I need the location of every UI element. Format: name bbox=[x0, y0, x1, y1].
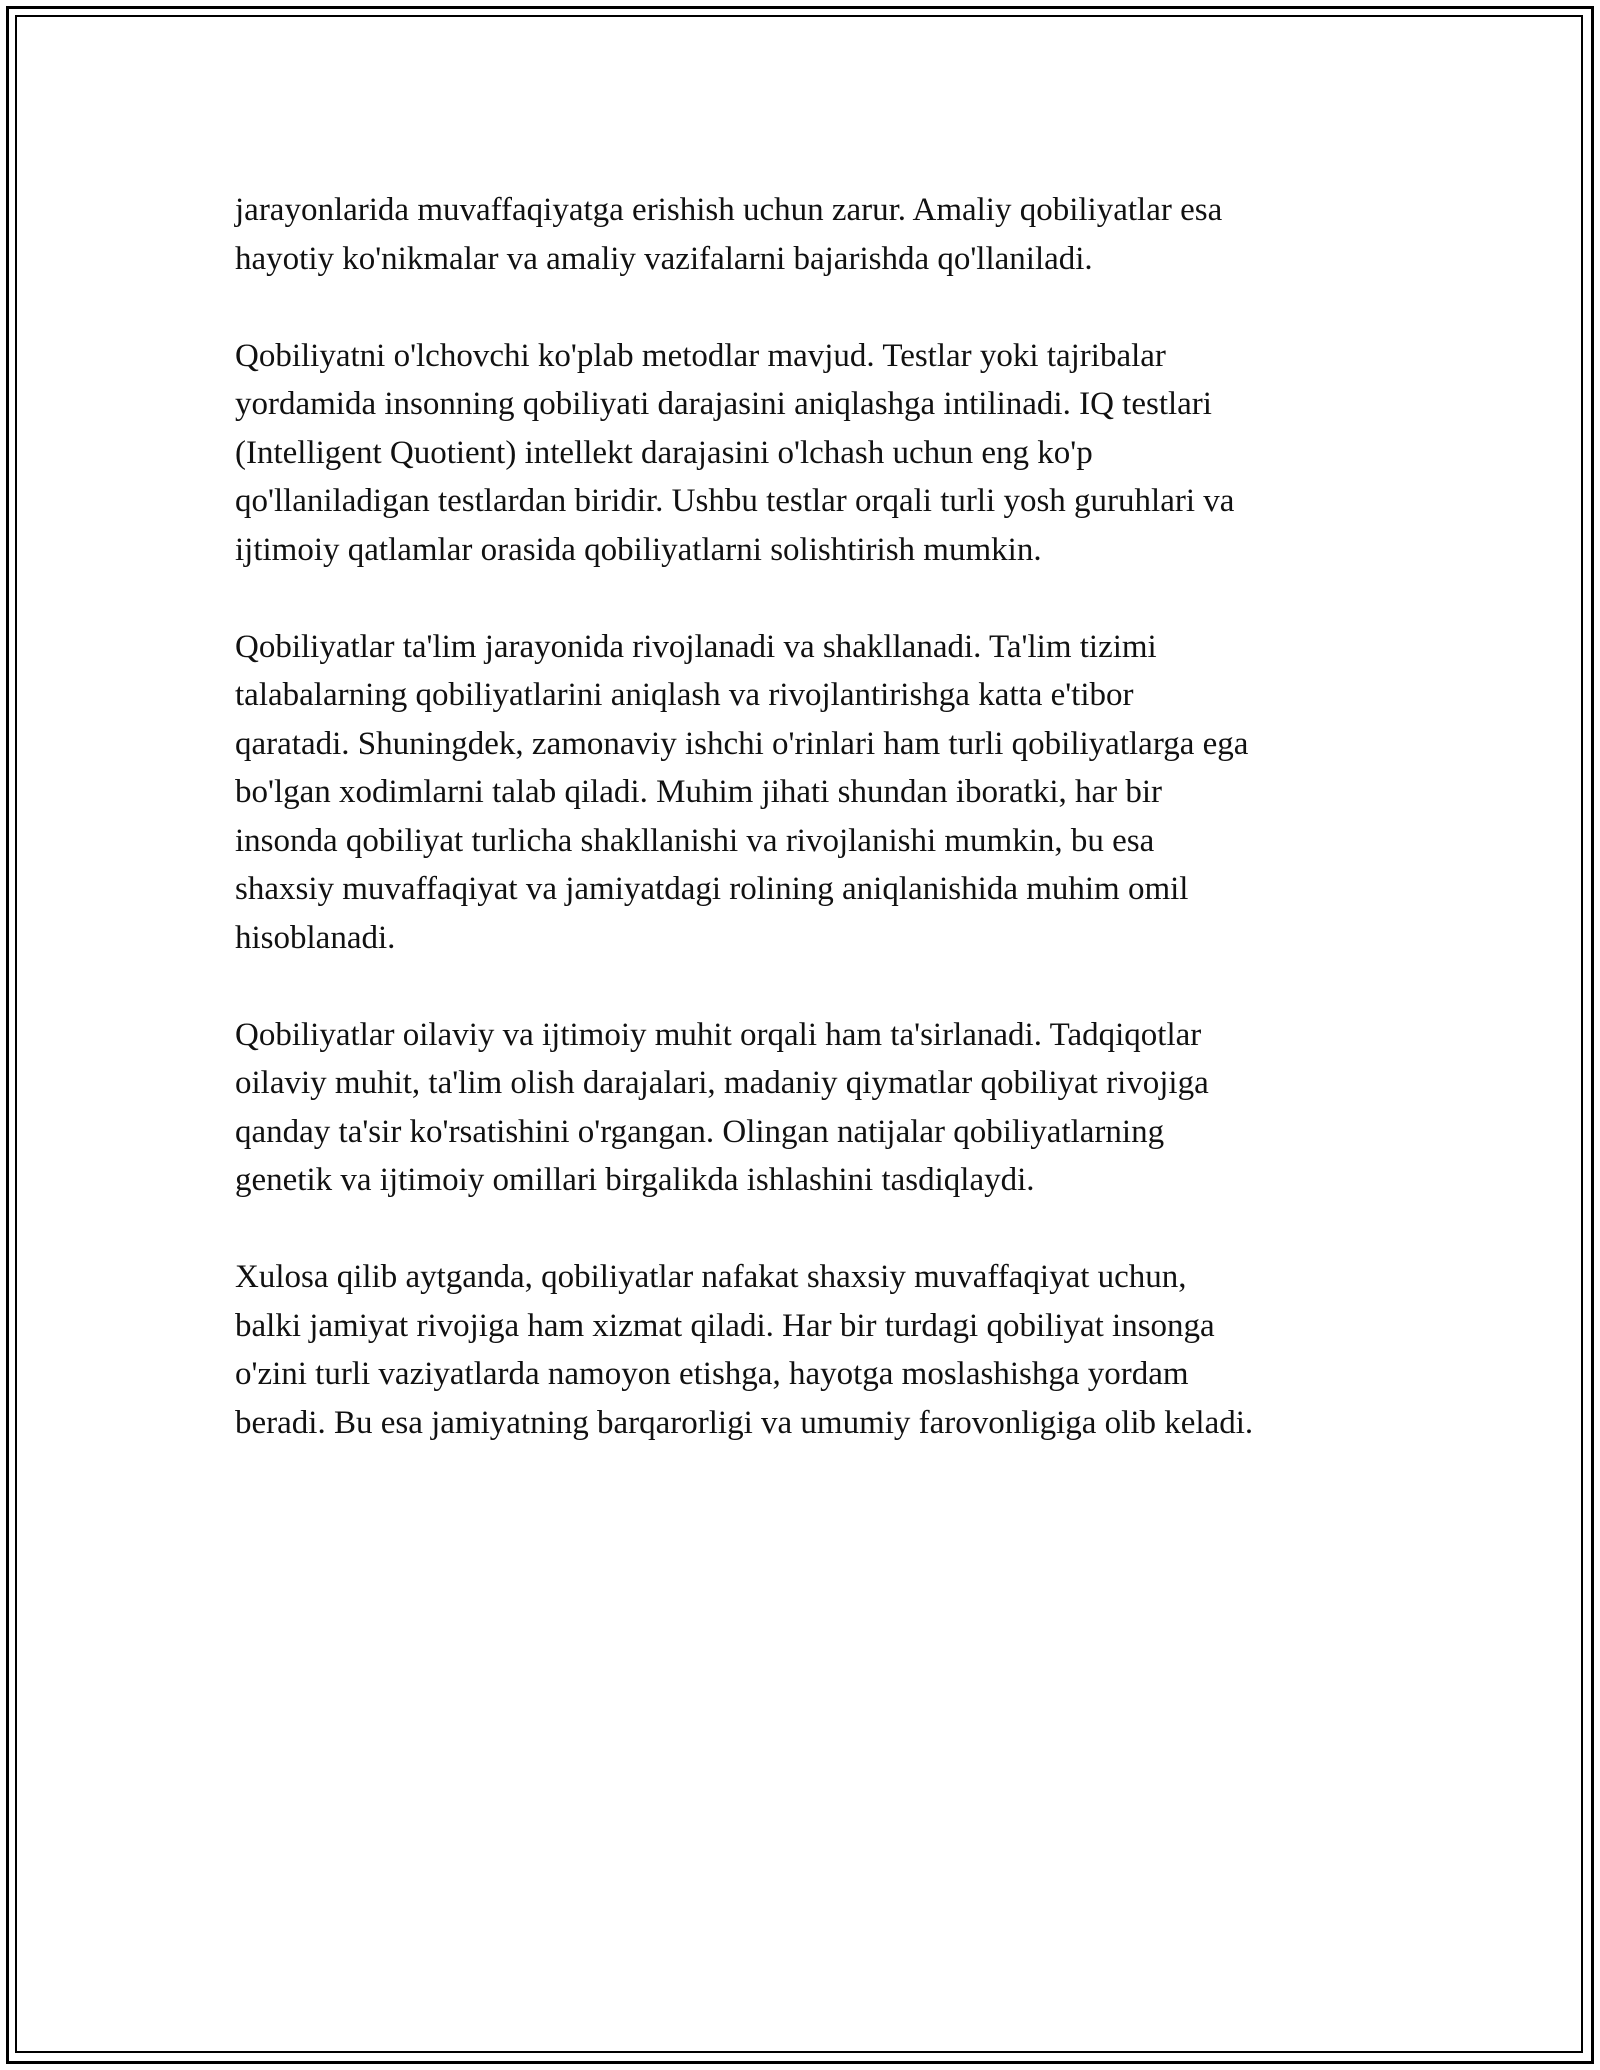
text-line: o'zini turli vaziyatlarda namoyon etishga, hayotga moslashishga yordam bbox=[235, 1356, 1189, 1392]
text-line: qaratadi. Shuningdek, zamonaviy ishchi o'rinlari ham turli qobiliyatlarga ega bbox=[235, 725, 1249, 762]
text-line: yordamida insonning qobiliyati darajasini aniqlashga intilinadi. IQ testlari bbox=[235, 386, 1212, 422]
text-line: ijtimoiy qatlamlar orasida qobiliyatlarni solishtirish mumkin. bbox=[235, 531, 1042, 568]
text-line: shaxsiy muvaffaqiyat va jamiyatdagi rolining aniqlanishida muhim omil bbox=[235, 871, 1189, 907]
paragraph-5 bbox=[235, 1253, 1375, 1447]
paragraph-1 bbox=[235, 186, 1375, 283]
paragraph-2 bbox=[235, 332, 1375, 575]
text-line: Qobiliyatlar oilaviy va ijtimoiy muhit orqali ham ta'sirlanadi. Tadqiqotlar bbox=[235, 1016, 1202, 1053]
text-line: insonda qobiliyat turlicha shakllanishi va rivojlanishi mumkin, bu esa bbox=[235, 822, 1155, 859]
text-line: hayotiy ko'nikmalar va amaliy vazifalarni bajarishda qo'llaniladi. bbox=[235, 240, 1093, 277]
text-line: (Intelligent Quotient) intellekt darajasini o'lchash uchun eng ko'p bbox=[235, 434, 1093, 471]
text-line: genetik va ijtimoiy omillari birgalikda ishlashini tasdiqlaydi. bbox=[235, 1162, 1035, 1198]
text-line: Qobiliyatni o'lchovchi ko'plab metodlar mavjud. Testlar yoki tajribalar bbox=[235, 337, 1166, 374]
text-line: Xulosa qilib aytganda, qobiliyatlar nafakat shaxsiy muvaffaqiyat uchun, bbox=[235, 1259, 1187, 1295]
text-line: Qobiliyatlar ta'lim jarayonida rivojlanadi va shakllanadi. Ta'lim tizimi bbox=[235, 628, 1157, 665]
text-line: talabalarning qobiliyatlarini aniqlash va rivojlantirishga katta e'tibor bbox=[235, 677, 1134, 713]
paragraph-4 bbox=[235, 1011, 1375, 1205]
text-line: qo'llaniladigan testlardan biridir. Ushbu testlar orqali turli yosh guruhlari va bbox=[235, 483, 1235, 519]
paragraph-3 bbox=[235, 623, 1375, 963]
text-line: oilaviy muhit, ta'lim olish darajalari, madaniy qiymatlar qobiliyat rivojiga bbox=[235, 1065, 1209, 1101]
text-line: qanday ta'sir ko'rsatishini o'rgangan. Olingan natijalar qobiliyatlarning bbox=[235, 1113, 1165, 1150]
document-body bbox=[235, 186, 1375, 1496]
text-line: balki jamiyat rivojiga ham xizmat qiladi. Har bir turdagi qobiliyat insonga bbox=[235, 1307, 1215, 1344]
text-line: jarayonlarida muvaffaqiyatga erishish uchun zarur. Amaliy qobiliyatlar esa bbox=[235, 192, 1223, 228]
text-line: hisoblanadi. bbox=[235, 919, 396, 956]
text-line: bo'lgan xodimlarni talab qiladi. Muhim jihati shundan iboratki, har bir bbox=[235, 774, 1163, 810]
text-line: beradi. Bu esa jamiyatning barqarorligi va umumiy farovonligiga olib keladi. bbox=[235, 1404, 1254, 1441]
